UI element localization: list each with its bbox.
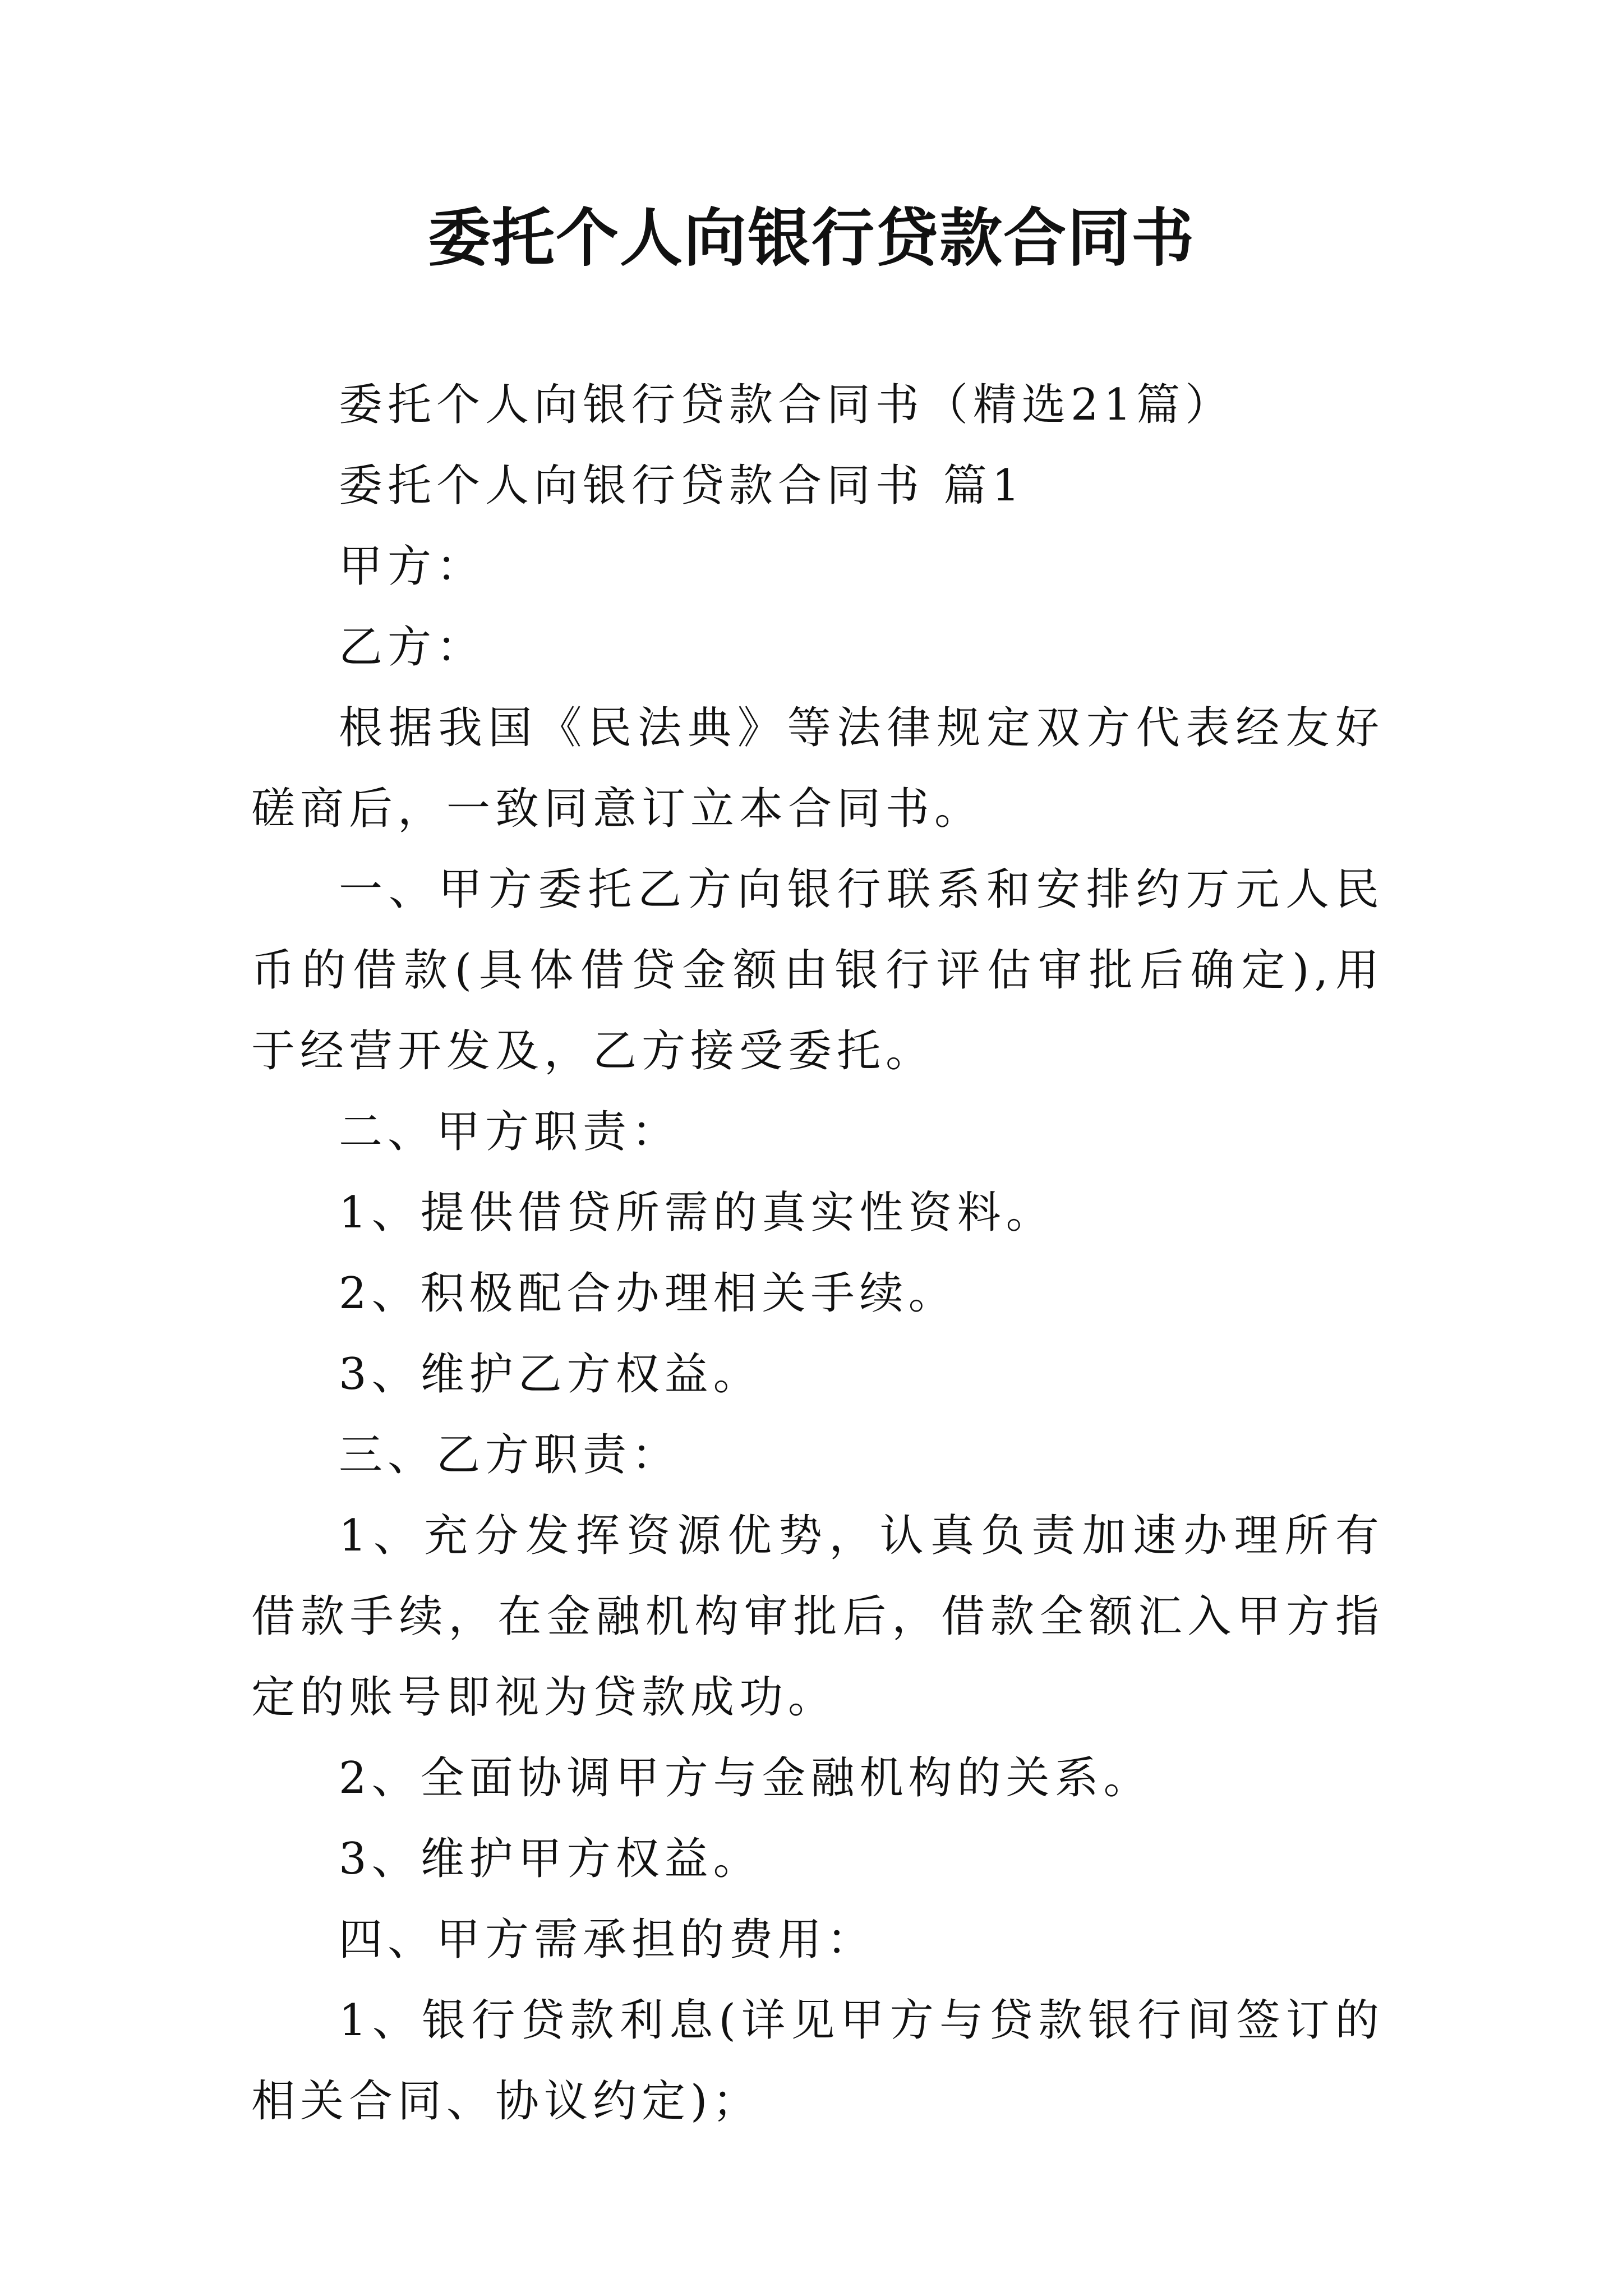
paragraph-clause-1: 一、甲方委托乙方向银行联系和安排约万元人民币的借款(具体借贷金额由银行评估审批后确定),用于经营开发及，乙方接受委托。	[251, 864, 1384, 1076]
paragraph-clause-2-item-1: 1、提供借贷所需的真实性资料。	[339, 1188, 1055, 1238]
paragraph-party-a: 甲方：	[339, 541, 486, 592]
paragraph-clause-2-item-2: 2、积极配合办理相关手续。	[339, 1268, 957, 1319]
document-body	[251, 365, 1384, 2142]
paragraph-clause-2-item-3: 3、维护乙方权益。	[339, 1349, 762, 1400]
paragraph-clause-3-item-3: 3、维护甲方权益。	[339, 1834, 762, 1884]
paragraph-clause-4-heading: 四、甲方需承担的费用：	[339, 1915, 876, 1965]
paragraph-clause-3-heading: 三、乙方职责：	[339, 1430, 681, 1480]
document-title: 委托个人向银行贷款合同书	[428, 201, 1195, 275]
paragraph-section-heading: 委托个人向银行贷款合同书 篇1	[339, 461, 1025, 511]
paragraph-clause-2-heading: 二、甲方职责：	[339, 1107, 681, 1157]
paragraph-subtitle: 委托个人向银行贷款合同书（精选21篇）	[339, 380, 1234, 430]
paragraph-clause-3-item-1: 1、充分发挥资源优势，认真负责加速办理所有借款手续，在金融机构审批后，借款全额汇入甲方指定的账号即视为贷款成功。	[251, 1511, 1384, 1723]
paragraph-party-b: 乙方：	[339, 622, 486, 673]
paragraph-clause-4-item-1: 1、银行贷款利息(详见甲方与贷款银行间签订的相关合同、协议约定)；	[251, 1995, 1384, 2127]
paragraph-clause-3-item-2: 2、全面协调甲方与金融机构的关系。	[339, 1753, 1152, 1803]
paragraph-preamble: 根据我国《民法典》等法律规定双方代表经友好磋商后，一致同意订立本合同书。	[251, 703, 1384, 834]
